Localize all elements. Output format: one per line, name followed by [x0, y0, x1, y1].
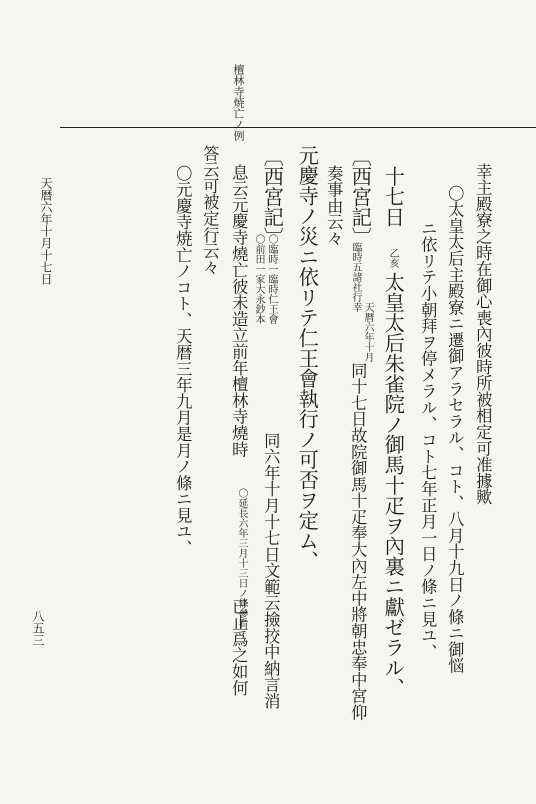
text-line-2: 〇太皇太后主殿寮ニ遷御アラセラル、コト、八月十九日ノ條ニ御悩	[445, 185, 465, 674]
text-line-5: 同十七日故院御馬十疋奉大內左中將朝忠奉中宮仰	[348, 362, 368, 721]
kan-shi-note: 乙亥	[387, 248, 398, 268]
running-header-note: 檀林寺焼亡ノ例	[232, 64, 245, 141]
page-number: 八五三	[31, 610, 45, 646]
text-line-7: 元慶寺ノ災ニ依リテ仁王會執行ノ可否ヲ定ム、	[295, 145, 320, 572]
text-line-8: 同六年十月十七日文範云撿挍中納言消	[261, 432, 281, 709]
source-note-1: 臨時五諸社行幸	[350, 242, 361, 312]
text-line-10: 答云可被定行云々	[200, 145, 220, 276]
source-bracket-seinogu-1: 〔西宮記〕	[348, 146, 373, 248]
header-rule	[60, 127, 536, 128]
text-line-9: 息云元慶寺燒亡彼未造立前年檀林寺燒時	[229, 164, 249, 458]
text-line-4-date: 十七日	[381, 166, 406, 227]
margin-date: 天暦六年十月十七日	[39, 177, 53, 285]
text-line-1: 幸主殿寮之時在御心喪內彼時所被相定可准據歟	[473, 163, 493, 506]
source-bracket-seinogu-2: 〔西宮記〕	[260, 146, 285, 248]
text-line-6: 奏事由云々	[324, 165, 344, 247]
date-annotation-1: 天暦六年十月	[362, 302, 373, 362]
text-line-11: 〇元慶寺焼亡ノコト、天暦三年九月是月ノ條ニ見ユ、	[173, 165, 193, 556]
source-note-2b: 〇前田一家大永鈔本	[253, 234, 264, 324]
text-line-4-main: 太皇太后朱雀院ノ御馬十疋ヲ內裏ニ獻ゼラル、	[381, 272, 406, 699]
text-line-3: ニ依リテ小朝拜ヲ停メラル、コト七年正月一日ノ條ニ見ユ、	[418, 220, 438, 660]
source-note-2a: 〇臨時一臨時仁王會	[266, 234, 277, 324]
cross-reference-note: 〇延長六年三月十三日ノ條參看	[236, 488, 247, 628]
text-line-9-end: 已止爲之如何	[229, 598, 249, 696]
